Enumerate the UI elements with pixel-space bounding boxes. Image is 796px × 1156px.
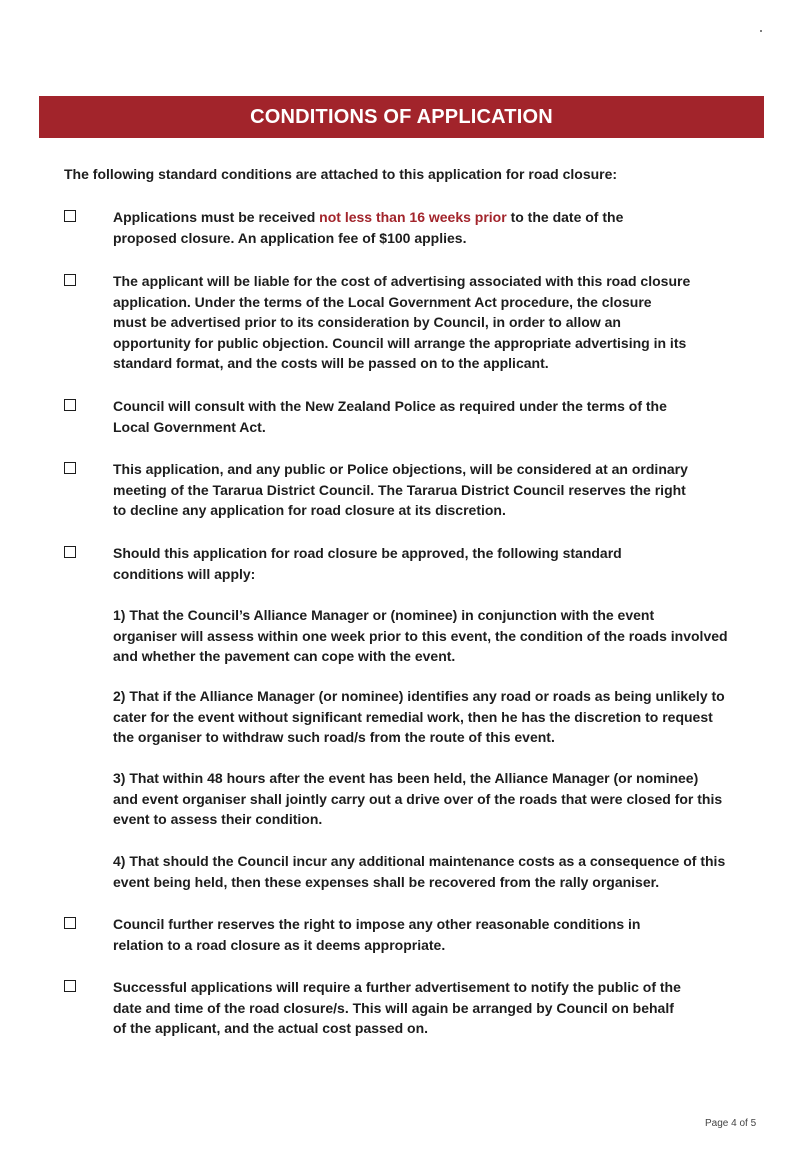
condition-text-line: Council further reserves the right to impose any other reasonable conditions in [113,916,641,932]
standard-condition [113,768,764,830]
condition-text [113,207,763,248]
condition-text-prefix: Applications must be received [113,209,320,225]
condition-checkbox[interactable] [64,980,76,992]
condition-checkbox[interactable] [64,546,76,558]
condition-text-line: relation to a road closure as it deems appropriate. [113,936,446,953]
scan-speck [760,30,762,32]
condition-text-line: Council will consult with the New Zealand Police as required under the terms of the [113,398,667,414]
standard-condition-line: the organiser to withdraw such road/s from the route of this event. [113,729,555,745]
condition-text-line: must be advertised prior to its consideration by Council, in order to allow an [113,314,621,330]
standard-condition-line: organiser will assess within one week prior to this event, the condition of the roads involved [113,627,728,644]
standard-condition [113,605,764,667]
standard-condition-line: 2) That if the Alliance Manager (or nominee) identifies any road or roads as being unlikely to [113,688,725,704]
standard-condition-line: 4) That should the Council incur any additional maintenance costs as a consequence of this [113,853,726,869]
condition-text-line: conditions will apply: [113,565,256,582]
condition-text-line: proposed closure. An application fee of $100 applies. [113,229,467,246]
condition-checkbox[interactable] [64,462,76,474]
standard-condition-line: event to assess their condition. [113,811,323,827]
condition-text-line: Local Government Act. [113,418,266,435]
standard-condition [113,686,764,748]
condition-text [113,543,763,584]
condition-text-line: opportunity for public objection. Council will arrange the appropriate advertising in its [113,334,687,351]
standard-condition [113,851,764,892]
condition-text-line: of the applicant, and the actual cost passed on. [113,1020,429,1036]
condition-checkbox[interactable] [64,210,76,222]
deadline-highlight: not less than 16 weeks prior [319,209,507,225]
condition-checkbox[interactable] [64,274,76,286]
condition-text-suffix: to the date of the [506,209,624,225]
section-title: CONDITIONS OF APPLICATION [250,105,553,128]
condition-text [113,396,763,437]
standard-condition-line: 3) That within 48 hours after the event has been held, the Alliance Manager (or nominee) [113,770,699,786]
condition-text [113,914,763,955]
condition-text-line: Should this application for road closure be approved, the following standard [113,545,622,561]
standard-condition-line: cater for the event without significant remedial work, then he has the discretion to request [113,708,713,725]
condition-checkbox[interactable] [64,917,76,929]
condition-text [113,977,763,1039]
standard-condition-line: and whether the pavement can cope with the event. [113,648,456,664]
condition-text-line: date and time of the road closure/s. This will again be arranged by Council on behalf [113,999,674,1016]
condition-text-line: standard format, and the costs will be passed on to the applicant. [113,355,549,371]
condition-text-line: application. Under the terms of the Local Government Act procedure, the closure [113,293,652,310]
standard-condition-line: event being held, then these expenses shall be recovered from the rally organiser. [113,873,660,890]
condition-text-line: to decline any application for road closure at its discretion. [113,502,506,518]
section-banner [39,96,764,138]
condition-text-line: Successful applications will require a further advertisement to notify the public of the [113,979,681,995]
condition-text [113,459,763,521]
standard-condition-line: 1) That the Council’s Alliance Manager or (nominee) in conjunction with the event [113,607,655,623]
condition-text-line: The applicant will be liable for the cost of advertising associated with this road closure [113,273,691,289]
page-number: Page 4 of 5 [705,1118,757,1129]
condition-text [113,271,763,374]
standard-condition-line: and event organiser shall jointly carry out a drive over of the roads that were closed for this [113,790,723,807]
intro-text: The following standard conditions are attached to this application for road closure: [64,166,618,182]
condition-text-line: This application, and any public or Police objections, will be considered at an ordinary [113,461,688,477]
condition-checkbox[interactable] [64,399,76,411]
condition-text-line: meeting of the Tararua District Council. The Tararua District Council reserves the right [113,481,686,498]
